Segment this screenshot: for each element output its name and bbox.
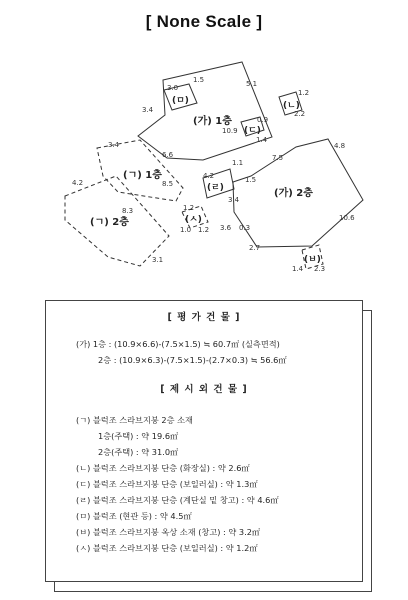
- excluded-line: (ㄷ) 블럭조 스라브지붕 단층 (보일러실) : 약 1.3㎡: [76, 479, 258, 489]
- dim-1-5-mid: 1.5: [245, 176, 257, 184]
- dim-1-2-si: 1.2: [198, 226, 210, 234]
- dim-5-1: 5.1: [246, 80, 258, 88]
- dim-1-5-top: 1.5: [193, 76, 205, 84]
- appraisal-section-title: [ 평 가 건 물 ]: [167, 312, 241, 323]
- dim-1-1: 1.1: [232, 159, 244, 167]
- dim-4-8: 4.8: [334, 142, 346, 150]
- dim-10-9: 10.9: [222, 127, 238, 135]
- label-ri: (ㄹ): [207, 183, 224, 193]
- label-ga-1f: (가) 1층: [193, 116, 232, 127]
- info-box: [45, 300, 363, 582]
- dim-1-4: 1.4: [256, 136, 268, 144]
- dim-3-0: 3.0: [167, 84, 179, 92]
- dim-6-6: 6.6: [162, 151, 174, 159]
- appraisal-line-1f: (가) 1층 : (10.9×6.6)-(7.5×1.5) ≒ 60.7㎡ (실측면적): [76, 339, 280, 349]
- dim-2-3: 2.3: [314, 265, 326, 273]
- dim-3-6: 3.6: [220, 224, 232, 232]
- dim-3-4-mid: 3.4: [228, 196, 240, 204]
- dim-10-6: 10.6: [339, 214, 355, 222]
- building-ga-1f-outline: [138, 62, 272, 160]
- dim-2-7: 2.7: [249, 244, 261, 252]
- plan-title: [ None Scale ]: [145, 12, 263, 31]
- label-bi: (ㅂ): [304, 255, 321, 265]
- excluded-line: (ㅅ) 블럭조 스라브지붕 단층 (보일러실) : 약 1.2㎡: [76, 543, 258, 553]
- dim-1-4-bi: 1.4: [292, 265, 304, 273]
- label-ni: (ㄴ): [283, 101, 300, 111]
- dim-3-1: 3.1: [152, 256, 164, 264]
- label-di: (ㄷ): [244, 126, 261, 136]
- dim-1-2-ni: 1.2: [298, 89, 310, 97]
- dim-2-2: 2.2: [294, 110, 306, 118]
- dim-1-0: 1.0: [180, 226, 192, 234]
- excluded-line: (ㄱ) 블럭조 스라브지붕 2층 소재: [76, 415, 193, 425]
- dim-8-5: 8.5: [162, 180, 174, 188]
- label-mi: (ㅁ): [172, 96, 189, 106]
- dim-0-3: 0.3: [239, 224, 251, 232]
- label-ga-2f: (가) 2층: [274, 188, 313, 199]
- appraisal-line-2f: 2층 : (10.9×6.3)-(7.5×1.5)-(2.7×0.3) ≒ 56.6㎡: [98, 355, 287, 365]
- dim-3-4-g: 3.4: [108, 141, 120, 149]
- dim-0-9: 0.9: [257, 116, 269, 124]
- excluded-line: (ㅂ) 블럭조 스라브지붕 옥상 소재 (창고) : 약 3.2㎡: [76, 527, 261, 537]
- dim-4-2-g: 4.2: [72, 179, 84, 187]
- excluded-line: (ㅁ) 블럭조 (현관 등) : 약 4.5㎡: [76, 511, 192, 521]
- excluded-line: 1층(주택) : 약 19.6㎡: [98, 431, 179, 441]
- dim-3-4-left: 3.4: [142, 106, 154, 114]
- dim-8-3: 8.3: [122, 207, 134, 215]
- excluded-line: (ㄹ) 블럭조 스라브지붕 단층 (계단실 밑 창고) : 약 4.6㎡: [76, 495, 279, 505]
- dim-4-2-r: 4.2: [203, 172, 215, 180]
- excluded-line: (ㄴ) 블럭조 스라브지붕 단층 (화장실) : 약 2.6㎡: [76, 463, 250, 473]
- excluded-section-title: [ 제 시 외 건 물 ]: [160, 384, 248, 395]
- dim-1-2-si-top: 1.2: [183, 204, 195, 212]
- label-si: (ㅅ): [185, 215, 202, 225]
- excluded-line: 2층(주택) : 약 31.0㎡: [98, 447, 179, 457]
- dim-7-5: 7.5: [272, 154, 284, 162]
- label-g-1f: (ㄱ) 1층: [123, 170, 162, 181]
- label-g-2f: (ㄱ) 2층: [90, 217, 129, 228]
